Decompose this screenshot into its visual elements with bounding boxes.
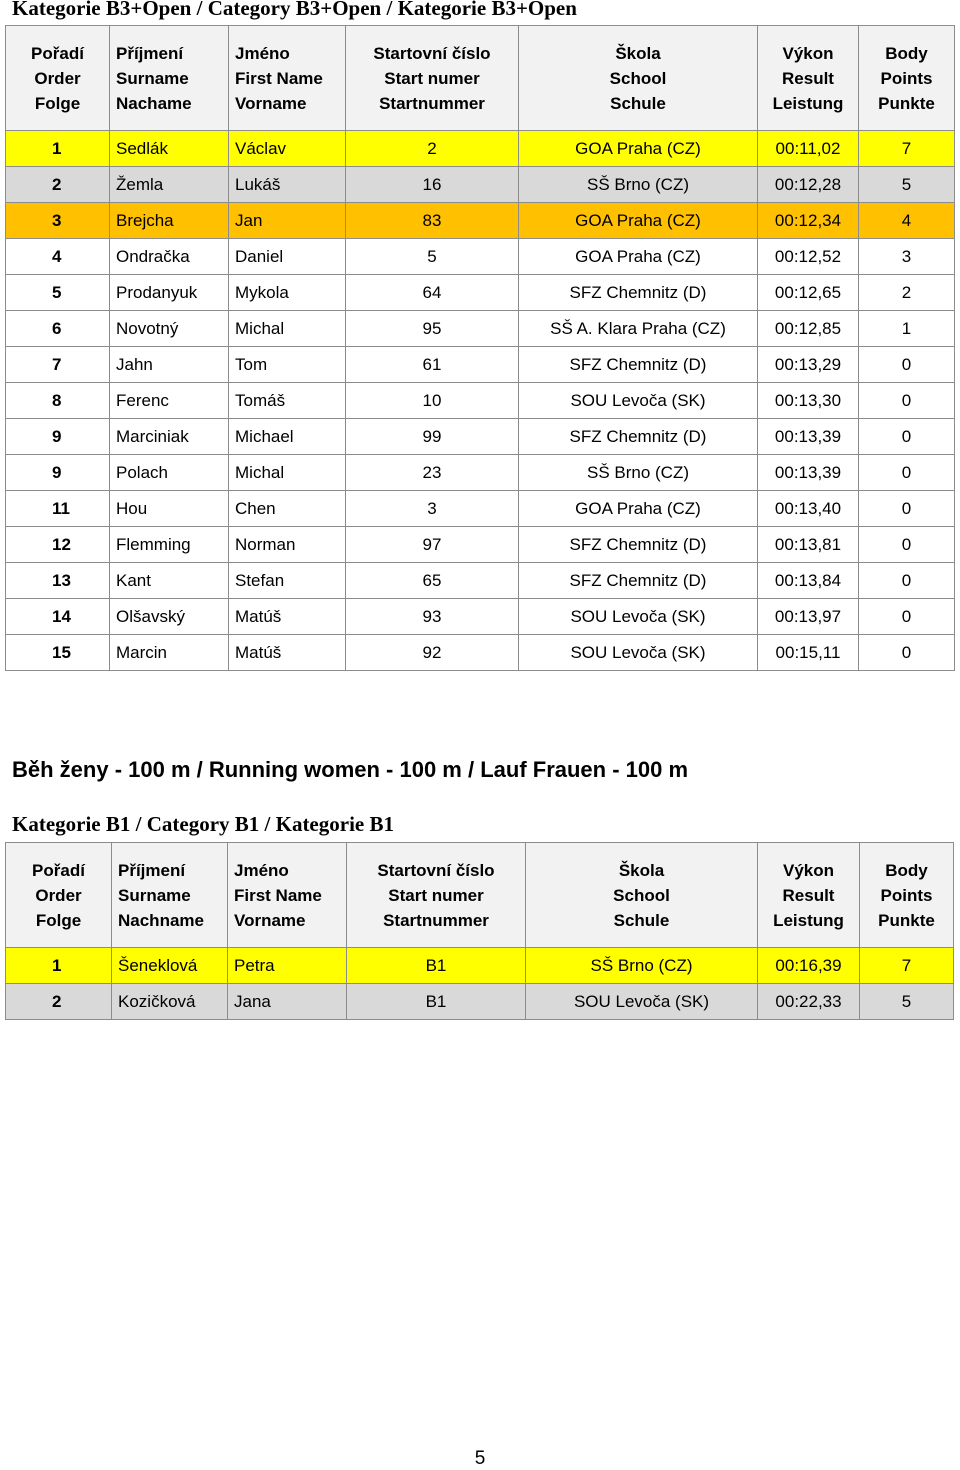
cell-school: SFZ Chemnitz (D) [519,527,758,563]
header-start-number: Startovní číslo Start numer Startnummer [346,26,519,131]
cell-result: 00:11,02 [758,131,859,167]
cell-school: SOU Levoča (SK) [526,984,758,1020]
table-row [6,131,955,167]
cell-start-number: 61 [346,347,519,383]
cell-school: GOA Praha (CZ) [519,203,758,239]
header-school: Škola School Schule [519,26,758,131]
cell-result: 00:12,52 [758,239,859,275]
cell-points: 1 [859,311,955,347]
cell-surname: Šeneklová [112,948,228,984]
table-row [6,275,955,311]
cell-points: 7 [859,131,955,167]
cell-points: 0 [859,599,955,635]
table-row [6,599,955,635]
cell-order: 9 [6,455,110,491]
cell-order: 4 [6,239,110,275]
cell-points: 0 [859,383,955,419]
cell-start-number: B1 [347,948,526,984]
header-result: Výkon Result Leistung [758,26,859,131]
cell-surname: Kozičková [112,984,228,1020]
cell-order: 7 [6,347,110,383]
cell-surname: Ondračka [110,239,229,275]
cell-start-number: 2 [346,131,519,167]
cell-order: 3 [6,203,110,239]
cell-result: 00:12,65 [758,275,859,311]
cell-school: SŠ Brno (CZ) [519,167,758,203]
cell-first-name: Michal [229,311,346,347]
cell-order: 12 [6,527,110,563]
cell-order: 9 [6,419,110,455]
cell-points: 0 [859,491,955,527]
cell-result: 00:13,39 [758,455,859,491]
cell-surname: Marcin [110,635,229,671]
cell-points: 0 [859,527,955,563]
cell-order: 13 [6,563,110,599]
cell-school: SFZ Chemnitz (D) [519,563,758,599]
header-surname: Příjmení Surname Nachame [110,26,229,131]
header-first-name: Jméno First Name Vorname [229,26,346,131]
cell-order: 6 [6,311,110,347]
cell-surname: Polach [110,455,229,491]
table-row [6,347,955,383]
table-row [6,984,954,1020]
cell-points: 0 [859,455,955,491]
cell-surname: Hou [110,491,229,527]
cell-order: 2 [6,984,112,1020]
cell-first-name: Tom [229,347,346,383]
cell-first-name: Jana [228,984,347,1020]
cell-order: 15 [6,635,110,671]
cell-points: 3 [859,239,955,275]
header-order: Pořadí Order Folge [6,843,112,948]
cell-first-name: Daniel [229,239,346,275]
header-points: Body Points Punkte [860,843,954,948]
cell-start-number: B1 [347,984,526,1020]
cell-result: 00:13,29 [758,347,859,383]
cell-surname: Žemla [110,167,229,203]
cell-result: 00:12,28 [758,167,859,203]
cell-school: SOU Levoča (SK) [519,635,758,671]
cell-points: 7 [860,948,954,984]
page-number: 5 [474,1448,486,1469]
cell-start-number: 97 [346,527,519,563]
cell-surname: Olšavský [110,599,229,635]
cell-first-name: Norman [229,527,346,563]
table-row [6,203,955,239]
cell-school: GOA Praha (CZ) [519,239,758,275]
cell-surname: Flemming [110,527,229,563]
cell-school: SOU Levoča (SK) [519,599,758,635]
cell-start-number: 23 [346,455,519,491]
table-row [6,563,955,599]
cell-first-name: Michal [229,455,346,491]
cell-result: 00:13,39 [758,419,859,455]
cell-start-number: 3 [346,491,519,527]
cell-order: 1 [6,948,112,984]
cell-result: 00:13,97 [758,599,859,635]
table-row [6,167,955,203]
cell-start-number: 83 [346,203,519,239]
cell-start-number: 10 [346,383,519,419]
header-surname: Příjmení Surname Nachname [112,843,228,948]
cell-school: SŠ A. Klara Praha (CZ) [519,311,758,347]
table-row [6,491,955,527]
header-order: Pořadí Order Folge [6,26,110,131]
cell-result: 00:15,11 [758,635,859,671]
cell-order: 8 [6,383,110,419]
cell-order: 11 [6,491,110,527]
cell-start-number: 16 [346,167,519,203]
table-row [6,239,955,275]
cell-order: 1 [6,131,110,167]
cell-first-name: Lukáš [229,167,346,203]
cell-result: 00:22,33 [758,984,860,1020]
header-first-name: Jméno First Name Vorname [228,843,347,948]
cell-points: 0 [859,347,955,383]
cell-result: 00:12,34 [758,203,859,239]
cell-start-number: 65 [346,563,519,599]
category-title-b1: Kategorie B1 / Category B1 / Kategorie B1 [12,812,394,836]
header-points: Body Points Punkte [859,26,955,131]
cell-points: 5 [860,984,954,1020]
cell-points: 2 [859,275,955,311]
cell-first-name: Matúš [229,635,346,671]
cell-start-number: 99 [346,419,519,455]
cell-first-name: Mykola [229,275,346,311]
cell-first-name: Tomáš [229,383,346,419]
cell-start-number: 5 [346,239,519,275]
cell-first-name: Michael [229,419,346,455]
cell-first-name: Chen [229,491,346,527]
cell-points: 0 [859,419,955,455]
cell-school: SŠ Brno (CZ) [519,455,758,491]
cell-school: SOU Levoča (SK) [519,383,758,419]
header-result: Výkon Result Leistung [758,843,860,948]
cell-school: GOA Praha (CZ) [519,491,758,527]
header-start-number: Startovní číslo Start numer Startnummer [347,843,526,948]
table-row [6,635,955,671]
cell-school: SFZ Chemnitz (D) [519,347,758,383]
table-row [6,948,954,984]
table-header-row [6,26,955,131]
cell-first-name: Petra [228,948,347,984]
header-school: Škola School Schule [526,843,758,948]
cell-surname: Kant [110,563,229,599]
cell-first-name: Jan [229,203,346,239]
cell-start-number: 92 [346,635,519,671]
cell-result: 00:16,39 [758,948,860,984]
cell-first-name: Václav [229,131,346,167]
cell-start-number: 95 [346,311,519,347]
table-row [6,383,955,419]
cell-points: 0 [859,635,955,671]
cell-points: 0 [859,563,955,599]
cell-order: 14 [6,599,110,635]
cell-result: 00:13,40 [758,491,859,527]
cell-surname: Sedlák [110,131,229,167]
table-row [6,419,955,455]
table-header-row [6,843,954,948]
cell-result: 00:12,85 [758,311,859,347]
results-table-b1 [5,842,954,1020]
cell-first-name: Matúš [229,599,346,635]
cell-order: 5 [6,275,110,311]
cell-start-number: 64 [346,275,519,311]
cell-surname: Prodanyuk [110,275,229,311]
category-title: Kategorie B3+Open / Category B3+Open / Kategorie B3+Open [12,0,577,20]
cell-points: 5 [859,167,955,203]
table-row [6,311,955,347]
cell-start-number: 93 [346,599,519,635]
cell-school: SŠ Brno (CZ) [526,948,758,984]
cell-surname: Ferenc [110,383,229,419]
section-title: Běh ženy - 100 m / Running women - 100 m / Lauf Frauen - 100 m [12,757,689,782]
cell-result: 00:13,30 [758,383,859,419]
cell-result: 00:13,84 [758,563,859,599]
results-table [5,25,955,671]
cell-school: SFZ Chemnitz (D) [519,419,758,455]
cell-first-name: Stefan [229,563,346,599]
cell-points: 4 [859,203,955,239]
cell-result: 00:13,81 [758,527,859,563]
table-row [6,455,955,491]
cell-surname: Jahn [110,347,229,383]
cell-surname: Brejcha [110,203,229,239]
cell-surname: Marciniak [110,419,229,455]
cell-order: 2 [6,167,110,203]
cell-school: SFZ Chemnitz (D) [519,275,758,311]
cell-school: GOA Praha (CZ) [519,131,758,167]
table-row [6,527,955,563]
cell-surname: Novotný [110,311,229,347]
